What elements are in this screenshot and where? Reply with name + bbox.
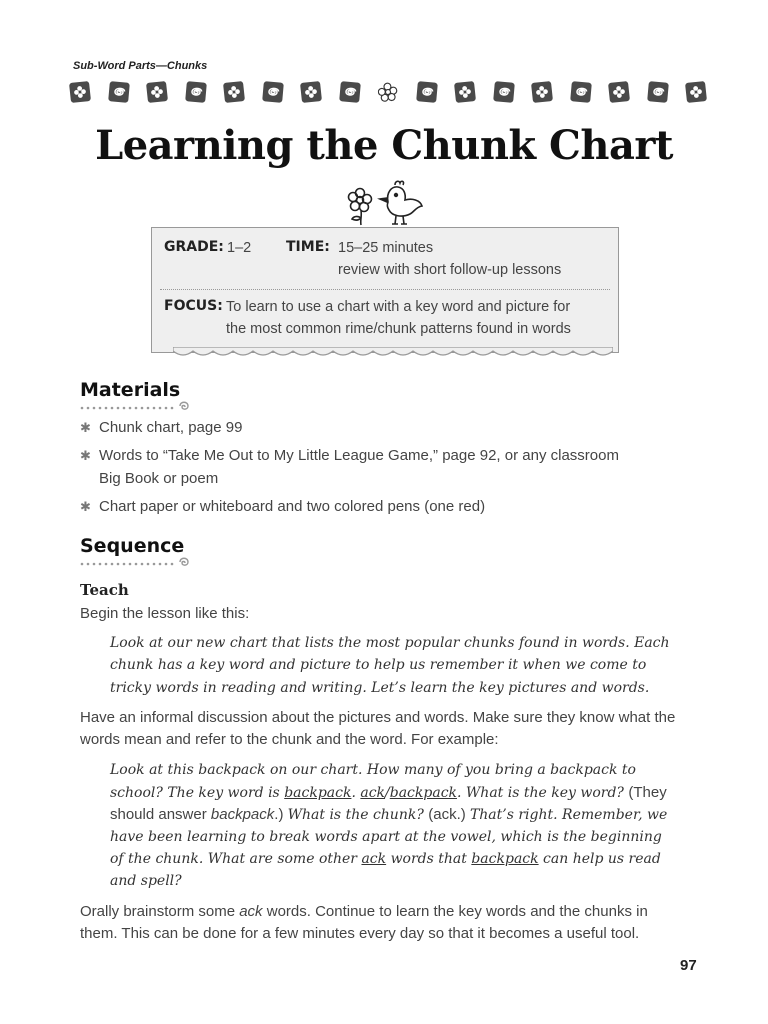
spiral-tile-icon: [416, 81, 438, 103]
materials-item-2-line-2: Big Book or poem: [99, 470, 219, 487]
flower-tile-icon: [223, 81, 245, 103]
materials-item-1: Chunk chart, page 99: [99, 419, 243, 436]
flower-tile-icon: [69, 81, 91, 103]
script-2-line-3: should answer backpack.) What is the chunk? (ack.) That’s right. Remember, we: [110, 806, 668, 823]
materials-heading-rule: [80, 398, 192, 414]
flower-tile-icon: [146, 81, 168, 103]
focus-text-line-2: the most common rime/chunk patterns found in words: [226, 321, 571, 337]
teach-subheading: Teach: [80, 581, 129, 599]
para-2-line-1: Orally brainstorm some ack words. Continue to learn the key words and the chunks in: [80, 903, 648, 920]
box-wave-edge: [173, 347, 613, 359]
page-number: 97: [680, 957, 697, 974]
bullet-star-icon: ✱: [80, 499, 91, 514]
sequence-heading-rule: [80, 554, 192, 570]
grade-value: 1–2: [227, 240, 252, 256]
materials-item-3: Chart paper or whiteboard and two colored pens (one red): [99, 498, 486, 515]
materials-heading: Materials: [80, 379, 181, 401]
bird-icon: [380, 181, 422, 224]
script-2-line-4: have been learning to break words apart at the vowel, which is the beginning: [110, 829, 662, 845]
para-1-line-1: Have an informal discussion about the pictures and words. Make sure they know what the: [80, 709, 676, 726]
focus-text-line-1: To learn to use a chart with a key word and picture for: [226, 299, 571, 315]
time-value: 15–25 minutes: [338, 240, 434, 256]
materials-item-2-line-1: Words to “Take Me Out to My Little League Game,” page 92, or any classroom: [99, 447, 619, 464]
flower-tile-icon: [608, 81, 630, 103]
teach-intro: Begin the lesson like this:: [80, 605, 250, 622]
script-1-line-3: tricky words in reading and writing. Let’s learn the key pictures and words.: [110, 680, 650, 696]
flower-tile-icon: [531, 81, 553, 103]
flower-icon: [349, 189, 372, 226]
spiral-tile-icon: [493, 81, 515, 103]
spiral-tile-icon: [647, 81, 669, 103]
bullet-star-icon: ✱: [80, 448, 91, 463]
flower-tile-icon: [454, 81, 476, 103]
focus-label: FOCUS:: [164, 298, 223, 314]
bullet-star-icon: ✱: [80, 420, 91, 435]
para-2-line-2: them. This can be done for a few minutes every day so that it becomes a useful tool.: [80, 925, 640, 942]
script-1-line-2: chunk has a key word and picture to help us remember it when we come to: [110, 657, 647, 673]
script-2-line-6: and spell?: [110, 873, 182, 889]
flower-outline-icon: [377, 81, 399, 103]
time-note: review with short follow-up lessons: [338, 262, 562, 278]
info-divider: [160, 289, 610, 290]
sequence-heading: Sequence: [80, 535, 185, 557]
mascot-illustration: [340, 178, 430, 231]
script-1-line-1: Look at our new chart that lists the most popular chunks found in words. Each: [110, 635, 670, 651]
flower-tile-icon: [300, 81, 322, 103]
section-kicker: Sub-Word Parts—Chunks: [73, 60, 208, 72]
para-1-line-2: words mean and refer to the chunk and the word. For example:: [80, 731, 499, 748]
decorative-border: [70, 79, 706, 105]
script-2-line-1: Look at this backpack on our chart. How many of you bring a backpack to: [110, 762, 636, 778]
flower-tile-icon: [685, 81, 707, 103]
spiral-tile-icon: [570, 81, 592, 103]
spiral-tile-icon: [262, 81, 284, 103]
lesson-info-box: [151, 227, 619, 353]
page-title: Learning the Chunk Chart: [95, 122, 673, 169]
spiral-tile-icon: [185, 81, 207, 103]
spiral-tile-icon: [339, 81, 361, 103]
script-2-line-5: of the chunk. What are some other ack words that backpack can help us read: [110, 851, 661, 867]
script-2-line-2: school? The key word is backpack. ack/backpack. What is the key word? (They: [110, 784, 667, 801]
time-label: TIME:: [286, 239, 330, 255]
spiral-tile-icon: [108, 81, 130, 103]
grade-label: GRADE:: [164, 239, 224, 255]
